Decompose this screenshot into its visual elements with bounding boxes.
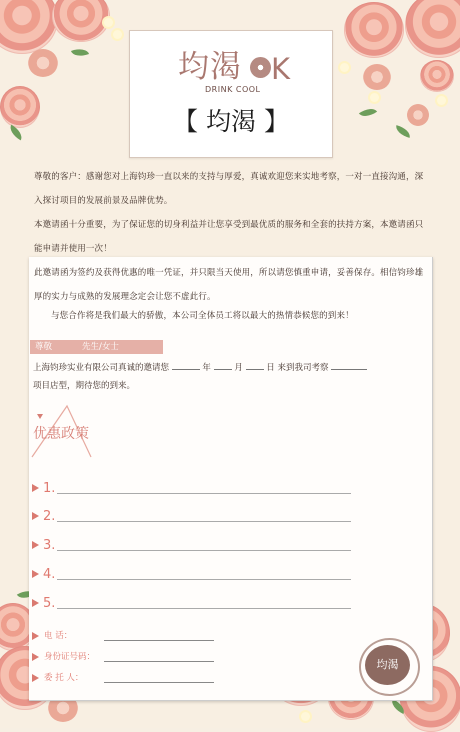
- letter-paragraph-3: 此邀请函为签约及获得优惠的唯一凭证，并只限当天使用，所以请您慎重申请，妥善保存。相信钧珍雄厚的实力与成熟的发展理念定会让您不虚此行。: [34, 268, 424, 302]
- arrow-right-icon: [32, 674, 39, 682]
- policy-item-line: [57, 493, 351, 494]
- day-label: 日: [266, 363, 275, 373]
- store-type-field[interactable]: [331, 357, 367, 370]
- policy-item-line: [57, 521, 351, 522]
- letter-paragraph-2: 本邀请函十分重要，为了保证您的切身利益并让您享受到最优质的服务和全套的扶持方案，本邀请函只能申请并使用一次！: [34, 220, 424, 254]
- policy-item-4[interactable]: [29, 565, 359, 585]
- policy-item-2[interactable]: [29, 507, 359, 527]
- id-number-input-line[interactable]: [104, 661, 214, 662]
- contact-phone-row[interactable]: [32, 627, 217, 645]
- logo-k-mark: K: [271, 52, 291, 86]
- policy-item-line: [57, 608, 351, 609]
- brand-badge: 均渴: [365, 645, 410, 685]
- header-card: [129, 30, 333, 158]
- arrow-right-icon: [32, 512, 39, 520]
- letter-paragraph-4: 与您合作将是我们最大的骄傲，本公司全体员工将以最大的热情恭候您的到来！: [51, 311, 354, 321]
- policy-item-number: 3.: [43, 538, 56, 553]
- policy-item-line: [57, 579, 351, 580]
- policy-item-5[interactable]: [29, 594, 359, 614]
- agent-input-line[interactable]: [104, 682, 214, 683]
- policy-item-number: 5.: [43, 596, 56, 611]
- id-number-label: 身份证号码：: [44, 652, 96, 662]
- arrow-right-icon: [32, 484, 39, 492]
- policy-item-line: [57, 550, 351, 551]
- phone-input-line[interactable]: [104, 640, 214, 641]
- year-field[interactable]: [172, 357, 200, 370]
- guest-title-field[interactable]: 先生/女士: [82, 342, 119, 352]
- policy-item-number: 1.: [43, 481, 56, 496]
- logo-subtitle: DRINK COOL: [205, 85, 261, 94]
- phone-label: 电 话：: [44, 631, 73, 641]
- salutation-bar: [30, 340, 163, 354]
- policy-item-3[interactable]: [29, 536, 359, 556]
- arrow-right-icon: [32, 541, 39, 549]
- year-label: 年: [202, 363, 211, 373]
- salutation-label: 尊敬: [35, 342, 53, 352]
- month-field[interactable]: [214, 357, 232, 370]
- arrow-right-icon: [32, 653, 39, 661]
- invite-line-2: 项目店型，期待您的到来。: [33, 381, 136, 391]
- letter-paragraph-1: 尊敬的客户：感谢您对上海钧珍一直以来的支持与厚爱，真诚欢迎您来实地考察，一对一直接沟通，深入探讨项目的发展前景及品牌优势。: [34, 172, 424, 206]
- policy-item-number: 2.: [43, 509, 56, 524]
- policy-title: 优惠政策: [33, 426, 89, 442]
- logo-circle-icon: [250, 57, 271, 78]
- policy-item-1[interactable]: [29, 479, 359, 499]
- contact-id-row[interactable]: [32, 648, 217, 666]
- arrow-right-icon: [32, 570, 39, 578]
- arrow-right-icon: [32, 632, 39, 640]
- agent-label: 委 托 人：: [44, 673, 84, 683]
- arrow-right-icon: [32, 599, 39, 607]
- invite-prefix: 上海钧珍实业有限公司真诚的邀请您: [33, 363, 170, 373]
- brand-logo: [174, 49, 290, 101]
- logo-text: 均渴: [178, 49, 242, 85]
- policy-item-number: 4.: [43, 567, 56, 582]
- contact-agent-row[interactable]: [32, 669, 217, 687]
- day-field[interactable]: [246, 357, 264, 370]
- page-title: 【 均渴 】: [173, 107, 289, 136]
- invite-mid: 来到我司考察: [277, 363, 329, 373]
- month-label: 月: [234, 363, 243, 373]
